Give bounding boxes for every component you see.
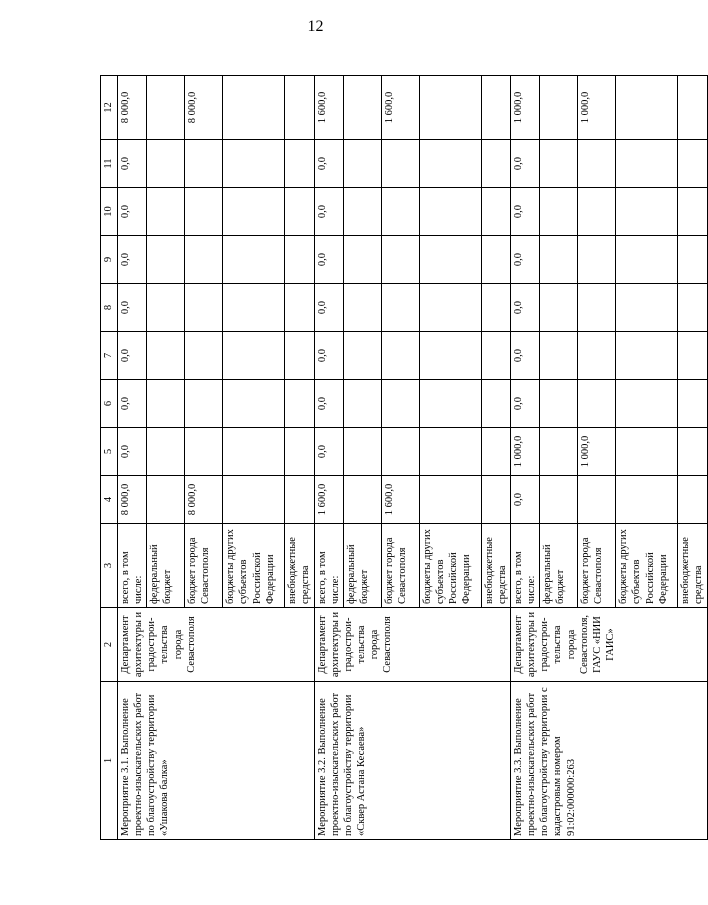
amount-cell (540, 76, 578, 140)
table-row (314, 76, 343, 840)
amount-cell (185, 428, 223, 476)
amount-cell (678, 476, 707, 524)
amount-cell: 0,0 (118, 332, 147, 380)
amount-cell (540, 140, 578, 188)
amount-cell (481, 140, 510, 188)
amount-cell (285, 236, 314, 284)
funding-source: бюджет города Севастополя (185, 524, 223, 608)
amount-cell (343, 476, 381, 524)
amount-cell: 1 600,0 (314, 476, 343, 524)
amount-cell: 1 600,0 (314, 76, 343, 140)
amount-cell (223, 428, 285, 476)
amount-cell: 8 000,0 (185, 476, 223, 524)
funding-source: бюджеты других субъектов Российской Федерации (616, 524, 678, 608)
amount-cell: 1 000,0 (578, 76, 616, 140)
amount-cell (185, 380, 223, 428)
amount-cell (616, 140, 678, 188)
amount-cell (147, 380, 185, 428)
amount-cell (616, 476, 678, 524)
amount-cell: 8 000,0 (118, 76, 147, 140)
col-header: 9 (101, 236, 118, 284)
event-title: Мероприятие 3.3. Выполнение проектно-изыскательских работ по благоустройству территории с кадастровым номером 91:02:000000:263 (511, 682, 708, 840)
amount-cell (343, 284, 381, 332)
funding-source: всего, в том числе: (118, 524, 147, 608)
col-header: 7 (101, 332, 118, 380)
amount-cell (285, 284, 314, 332)
amount-cell (223, 476, 285, 524)
table-body (101, 76, 708, 840)
amount-cell (381, 428, 419, 476)
amount-cell (285, 76, 314, 140)
funding-source: внебюджетные средства (481, 524, 510, 608)
col-header: 2 (101, 608, 118, 682)
amount-cell: 0,0 (118, 140, 147, 188)
amount-cell: 0,0 (314, 140, 343, 188)
amount-cell: 0,0 (314, 188, 343, 236)
event-executor: Департамент архитектуры и градострои-тельства города Севастополя (118, 608, 315, 682)
amount-cell (540, 188, 578, 236)
amount-cell (678, 140, 707, 188)
amount-cell (678, 284, 707, 332)
amount-cell (147, 140, 185, 188)
event-title: Мероприятие 3.1. Выполнение проектно-изыскательских работ по благоустройству территории «Ушакова балка» (118, 682, 315, 840)
amount-cell: 0,0 (511, 140, 540, 188)
amount-cell (147, 284, 185, 332)
amount-cell (185, 188, 223, 236)
amount-cell: 0,0 (314, 284, 343, 332)
amount-cell (381, 140, 419, 188)
amount-cell (419, 236, 481, 284)
budget-table (100, 75, 708, 840)
amount-cell (419, 140, 481, 188)
amount-cell (147, 428, 185, 476)
amount-cell (381, 332, 419, 380)
amount-cell (419, 332, 481, 380)
funding-source: бюджет города Севастополя (381, 524, 419, 608)
funding-source: бюджеты других субъектов Российской Федерации (419, 524, 481, 608)
table-row (511, 76, 540, 840)
col-header: 10 (101, 188, 118, 236)
amount-cell (381, 236, 419, 284)
amount-cell (678, 380, 707, 428)
amount-cell (678, 428, 707, 476)
amount-cell (223, 380, 285, 428)
amount-cell (285, 380, 314, 428)
amount-cell (481, 188, 510, 236)
amount-cell (616, 236, 678, 284)
col-header: 11 (101, 140, 118, 188)
amount-cell (223, 188, 285, 236)
amount-cell (343, 76, 381, 140)
amount-cell (481, 428, 510, 476)
amount-cell (343, 380, 381, 428)
amount-cell (616, 76, 678, 140)
amount-cell (540, 332, 578, 380)
amount-cell (419, 428, 481, 476)
amount-cell: 0,0 (314, 236, 343, 284)
amount-cell (343, 188, 381, 236)
amount-cell (343, 236, 381, 284)
amount-cell: 0,0 (511, 284, 540, 332)
amount-cell (419, 476, 481, 524)
amount-cell (147, 236, 185, 284)
amount-cell (185, 284, 223, 332)
amount-cell (381, 380, 419, 428)
col-header: 8 (101, 284, 118, 332)
amount-cell (343, 332, 381, 380)
funding-source: внебюджетные средства (678, 524, 707, 608)
amount-cell (678, 236, 707, 284)
amount-cell (285, 140, 314, 188)
amount-cell (285, 428, 314, 476)
amount-cell: 1 600,0 (381, 76, 419, 140)
amount-cell (381, 284, 419, 332)
event-title: Мероприятие 3.2. Выполнение проектно-изыскательских работ по благоустройству территории «Сквер Астана Кесаева» (314, 682, 511, 840)
amount-cell (185, 236, 223, 284)
funding-source: всего, в том числе: (511, 524, 540, 608)
amount-cell: 0,0 (118, 428, 147, 476)
amount-cell: 1 600,0 (381, 476, 419, 524)
amount-cell: 1 000,0 (511, 76, 540, 140)
col-header: 6 (101, 380, 118, 428)
amount-cell (381, 188, 419, 236)
amount-cell (481, 284, 510, 332)
amount-cell (147, 76, 185, 140)
amount-cell (578, 140, 616, 188)
amount-cell (285, 188, 314, 236)
amount-cell (419, 76, 481, 140)
amount-cell (343, 428, 381, 476)
amount-cell: 0,0 (314, 428, 343, 476)
amount-cell (616, 332, 678, 380)
amount-cell: 0,0 (511, 236, 540, 284)
amount-cell (419, 188, 481, 236)
amount-cell: 0,0 (118, 236, 147, 284)
amount-cell: 8 000,0 (185, 76, 223, 140)
amount-cell (223, 76, 285, 140)
amount-cell (185, 332, 223, 380)
funding-source: федеральный бюджет (540, 524, 578, 608)
amount-cell (285, 332, 314, 380)
page-number: 12 (307, 18, 324, 35)
amount-cell (678, 332, 707, 380)
amount-cell (540, 284, 578, 332)
amount-cell: 1 000,0 (511, 428, 540, 476)
amount-cell (185, 140, 223, 188)
amount-cell (223, 332, 285, 380)
table-row (118, 76, 147, 840)
funding-source: внебюджетные средства (285, 524, 314, 608)
amount-cell (540, 428, 578, 476)
amount-cell: 0,0 (118, 188, 147, 236)
funding-source: федеральный бюджет (343, 524, 381, 608)
amount-cell (481, 380, 510, 428)
amount-cell (223, 284, 285, 332)
amount-cell: 0,0 (118, 284, 147, 332)
amount-cell: 0,0 (314, 332, 343, 380)
col-header: 12 (101, 76, 118, 140)
amount-cell (616, 428, 678, 476)
amount-cell (343, 140, 381, 188)
header-row (101, 76, 118, 840)
amount-cell: 0,0 (511, 332, 540, 380)
funding-source: бюджет города Севастополя (578, 524, 616, 608)
amount-cell (678, 188, 707, 236)
amount-cell (540, 236, 578, 284)
funding-source: федеральный бюджет (147, 524, 185, 608)
amount-cell (481, 236, 510, 284)
amount-cell (147, 476, 185, 524)
event-executor: Департамент архитектуры и градострои-тельства города Севастополя, ГАУС «НИИ ГАИС» (511, 608, 708, 682)
amount-cell: 0,0 (314, 380, 343, 428)
col-header: 4 (101, 476, 118, 524)
amount-cell (419, 284, 481, 332)
col-header: 5 (101, 428, 118, 476)
amount-cell (578, 332, 616, 380)
col-header: 3 (101, 524, 118, 608)
amount-cell (540, 476, 578, 524)
amount-cell (540, 380, 578, 428)
funding-source: всего, в том числе: (314, 524, 343, 608)
amount-cell (481, 476, 510, 524)
amount-cell (616, 380, 678, 428)
amount-cell (616, 284, 678, 332)
amount-cell: 0,0 (511, 380, 540, 428)
amount-cell: 0,0 (511, 476, 540, 524)
amount-cell: 8 000,0 (118, 476, 147, 524)
amount-cell (616, 188, 678, 236)
amount-cell (578, 380, 616, 428)
amount-cell (285, 476, 314, 524)
amount-cell (419, 380, 481, 428)
amount-cell (147, 188, 185, 236)
funding-source: бюджеты других субъектов Российской Федерации (223, 524, 285, 608)
amount-cell (481, 332, 510, 380)
amount-cell (578, 236, 616, 284)
amount-cell (578, 188, 616, 236)
amount-cell (147, 332, 185, 380)
col-header: 1 (101, 682, 118, 840)
rotated-table-wrapper (100, 78, 705, 840)
amount-cell (223, 236, 285, 284)
event-executor: Департамент архитектуры и градострои-тельства города Севастополя (314, 608, 511, 682)
amount-cell: 1 000,0 (578, 428, 616, 476)
amount-cell (481, 76, 510, 140)
amount-cell (678, 76, 707, 140)
amount-cell: 0,0 (118, 380, 147, 428)
amount-cell (223, 140, 285, 188)
amount-cell: 0,0 (511, 188, 540, 236)
amount-cell (578, 476, 616, 524)
amount-cell (578, 284, 616, 332)
